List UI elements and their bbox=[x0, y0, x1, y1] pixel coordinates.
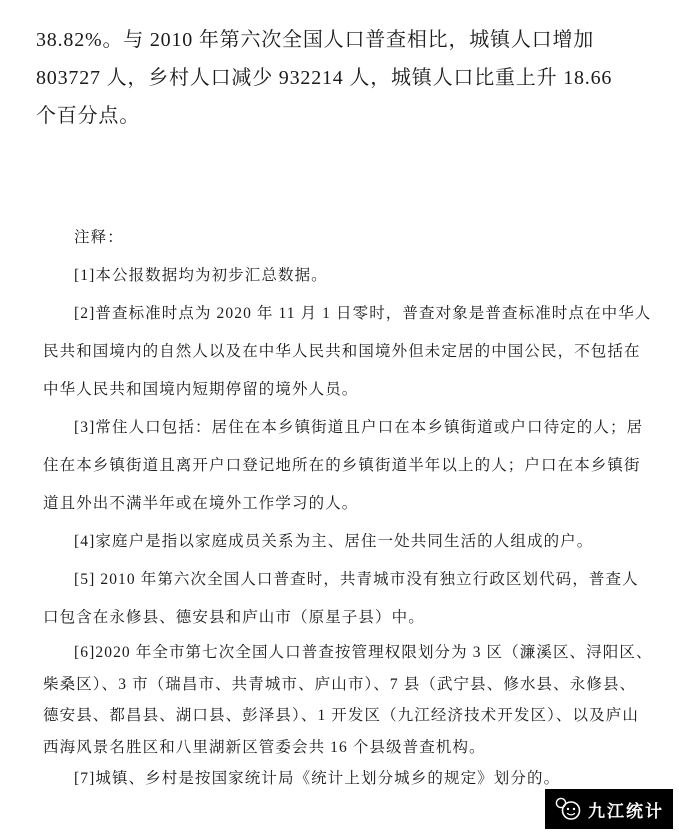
text-line: 注释： bbox=[74, 229, 124, 246]
publisher-name: 九江统计 bbox=[588, 801, 664, 821]
publisher-watermark bbox=[545, 789, 673, 829]
text-line: [4]家庭户是指以家庭成员关系为主、居住一处共同生活的人组成的户。 bbox=[74, 533, 594, 550]
notes-section-upper bbox=[43, 219, 652, 637]
notes-section-lower bbox=[43, 637, 653, 795]
text-line: [1]本公报数据均为初步汇总数据。 bbox=[74, 267, 328, 284]
body-paragraph bbox=[36, 21, 646, 135]
text-line: [3]常住人口包括：居住在本乡镇街道且户口在本乡镇街道或户口待定的人；居 bbox=[74, 419, 644, 436]
text-line: 柴桑区）、3 市（瑞昌市、共青城市、庐山市）、7 县（武宁县、修水县、永修县、 bbox=[43, 675, 637, 693]
text-line: [2]普查标准时点为 2020 年 11 月 1 日零时，普查对象是普查标准时点在中华人 bbox=[74, 305, 652, 322]
text-line: 38.82%。与 2010 年第六次全国人口普查相比，城镇人口增加 bbox=[36, 29, 595, 51]
text-line: 个百分点。 bbox=[36, 105, 140, 127]
publisher-logo-icon bbox=[554, 796, 582, 822]
text-line: 中华人民共和国境内短期停留的境外人员。 bbox=[43, 381, 359, 398]
text-line: 民共和国境内的自然人以及在中华人民共和国境外但未定居的中国公民，不包括在 bbox=[43, 343, 641, 360]
text-line: 住在本乡镇街道且离开户口登记地所在的乡镇街道半年以上的人；户口在本乡镇街 bbox=[43, 457, 641, 474]
text-line: [5] 2010 年第六次全国人口普查时，共青城市没有独立行政区划代码，普查人 bbox=[74, 571, 639, 588]
text-line: [6]2020 年全市第七次全国人口普查按管理权限划分为 3 区（濂溪区、浔阳区、 bbox=[74, 644, 653, 661]
text-line: 道且外出不满半年或在境外工作学习的人。 bbox=[43, 495, 359, 512]
text-line: 口包含在永修县、德安县和庐山市（原星子县）中。 bbox=[43, 609, 425, 626]
text-line: 德安县、都昌县、湖口县、彭泽县）、1 开发区（九江经济技术开发区）、以及庐山 bbox=[43, 707, 639, 724]
text-line: [7]城镇、乡村是按国家统计局《统计上划分城乡的规定》划分的。 bbox=[74, 770, 561, 787]
text-line: 西海风景名胜区和八里湖新区管委会共 16 个县级普查机构。 bbox=[43, 738, 486, 756]
text-line: 803727 人，乡村人口减少 932214 人，城镇人口比重上升 18.66 bbox=[36, 67, 613, 89]
